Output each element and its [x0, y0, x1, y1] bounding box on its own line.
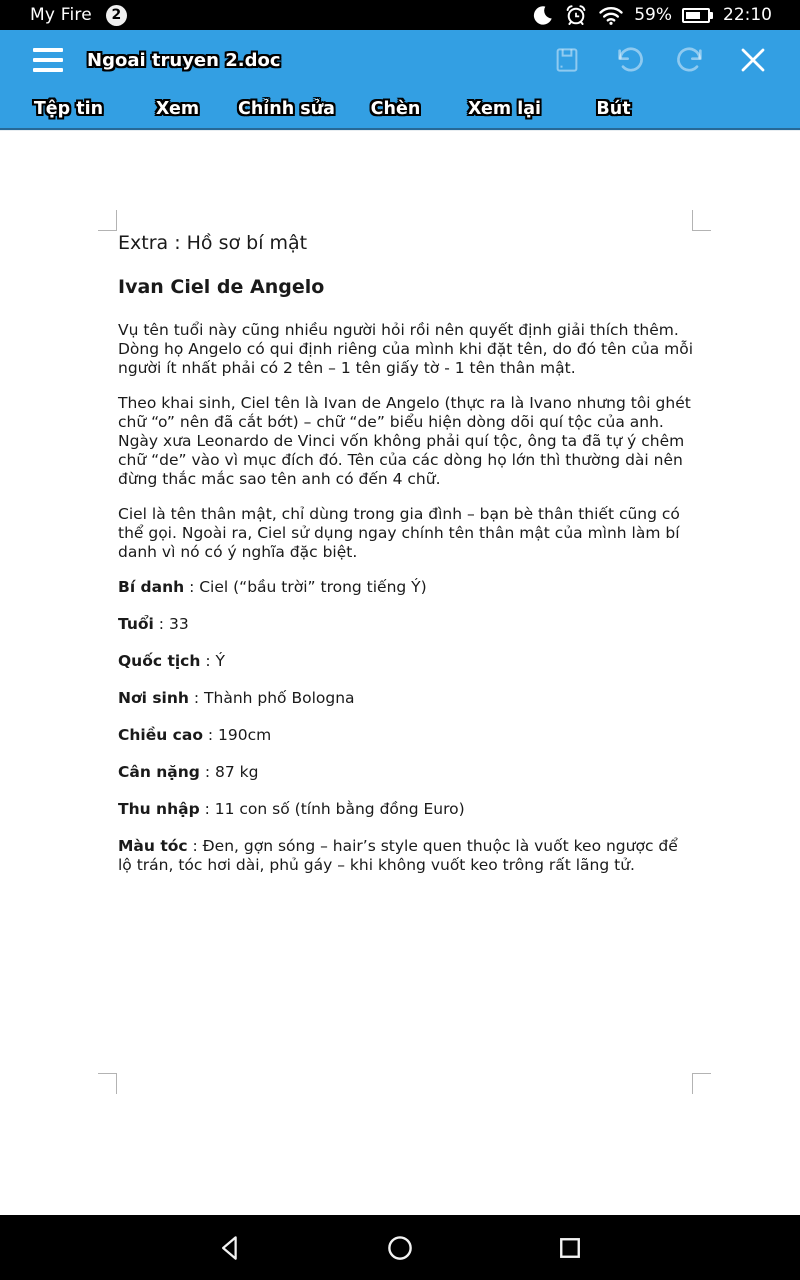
recents-button[interactable] [485, 1233, 655, 1263]
page-margin-mark-bottom-right [692, 1073, 711, 1094]
page-margin-mark-top-left [98, 210, 117, 231]
field-noi-sinh: Nơi sinh : Thành phố Bologna [118, 689, 355, 707]
moon-icon [532, 4, 554, 26]
tab-xem-lai[interactable]: Xem lại [467, 99, 542, 119]
field-thu-nhap: Thu nhập : 11 con số (tính bằng đồng Euro) [118, 800, 465, 818]
field-can-nang: Cân nặng : 87 kg [118, 763, 259, 781]
battery-icon [682, 8, 713, 23]
device-label: My Fire [30, 5, 92, 25]
paragraph: Vụ tên tuổi này cũng nhiều người hỏi rồi nên quyết định giải thích thêm. Dòng họ Angelo có qui định riêng của mình khi đặt tên, do đó tên của mỗi người ít nhất phải có 2 tên – 1 tên giấy tờ - 1 tên thân mật. [118, 321, 694, 377]
document-title: Ngoai truyen 2.doc [87, 49, 281, 71]
redo-icon[interactable] [674, 43, 708, 77]
back-icon [215, 1233, 245, 1263]
undo-icon[interactable] [612, 43, 646, 77]
recents-icon [555, 1233, 585, 1263]
alarm-icon [564, 3, 588, 27]
doc-subheading: Ivan Ciel de Angelo [118, 276, 325, 298]
doc-heading: Extra : Hồ sơ bí mật [118, 232, 308, 254]
field-chieu-cao: Chiều cao : 190cm [118, 726, 272, 744]
wifi-icon [598, 4, 624, 26]
paragraph: Ciel là tên thân mật, chỉ dùng trong gia đình – bạn bè thân thiết cũng có thể gọi. Ngoài ra, Ciel sử dụng ngay chính tên thân mật của mình làm bí danh vì nó có ý nghĩa đặc biệt. [118, 505, 680, 561]
field-quoc-tich: Quốc tịch : Ý [118, 652, 225, 670]
page-margin-mark-bottom-left [98, 1073, 117, 1094]
tab-xem[interactable]: Xem [155, 99, 200, 119]
tab-chinh-sua[interactable]: Chỉnh sửa [238, 99, 335, 119]
field-tuoi: Tuổi : 33 [118, 615, 189, 633]
document-page[interactable] [0, 132, 800, 1215]
page-margin-mark-top-right [692, 210, 711, 231]
home-icon [385, 1233, 415, 1263]
battery-percent: 59% [634, 5, 672, 25]
back-button[interactable] [145, 1233, 315, 1263]
tab-but[interactable]: Bút [596, 99, 631, 119]
home-button[interactable] [315, 1233, 485, 1263]
android-nav-bar [0, 1215, 800, 1280]
tab-tep-tin[interactable]: Tệp tin [33, 99, 104, 119]
notification-badge: 2 [106, 5, 127, 26]
paragraph: Theo khai sinh, Ciel tên là Ivan de Angelo (thực ra là Ivano nhưng tôi ghét chữ “o” nên đã cắt bớt) – chữ “de” biểu hiện dòng dõi quí tộc của anh. Ngày xưa Leonardo de Vinci vốn không phải quí tộc, ông ta đã tự ý chêm chữ “de” vào vì mục đích đó. Tên của các dòng họ lớn thì thường dài nên đừng thắc mắc sao tên anh có đến 4 chữ. [118, 394, 691, 488]
status-time: 22:10 [723, 5, 772, 25]
menu-tab-bar [0, 90, 800, 130]
close-icon[interactable] [736, 43, 770, 77]
status-bar [0, 0, 800, 30]
field-mau-toc: Màu tóc : Đen, gợn sóng – hair’s style quen thuộc là vuốt keo ngược để lộ trán, tóc hơi dài, phủ gáy – khi không vuốt keo trông rất lãng tử. [118, 837, 678, 874]
hamburger-menu-icon[interactable] [33, 48, 63, 72]
field-bi-danh: Bí danh : Ciel (“bầu trời” trong tiếng Ý) [118, 578, 427, 596]
document-body [118, 231, 696, 875]
tab-chen[interactable]: Chèn [370, 99, 421, 119]
app-bar [0, 30, 800, 90]
save-icon[interactable] [550, 43, 584, 77]
